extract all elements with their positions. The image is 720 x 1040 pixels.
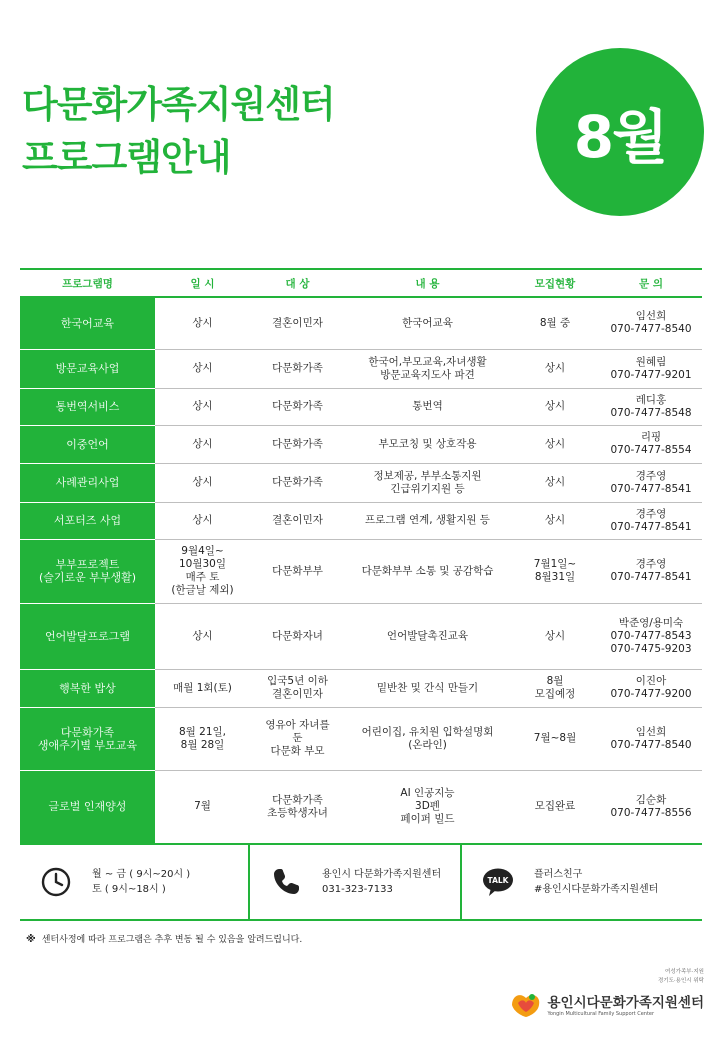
info-bar	[20, 843, 702, 921]
center-name: 용인시 다문화가족지원센터	[322, 869, 442, 880]
program-name-cell: 사례관리사업	[20, 463, 155, 502]
program-name-cell: 부부프로젝트 (슬기로운 부부생활)	[20, 539, 155, 603]
status-cell: 7월1일~ 8월31일	[510, 539, 600, 603]
contact-cell: 레디홍 070-7477-8548	[600, 388, 702, 425]
status-cell: 상시	[510, 603, 600, 669]
org-name-block	[548, 991, 705, 1017]
content-cell: 부모코칭 및 상호작용	[345, 425, 510, 463]
kakao-text	[534, 867, 658, 897]
contact-cell: 이진아 070-7477-9200	[600, 669, 702, 707]
content-cell: 언어발달촉진교육	[345, 603, 510, 669]
status-cell: 상시	[510, 463, 600, 502]
date-cell: 상시	[155, 349, 250, 388]
content-cell: AI 인공지능 3D펜 페이퍼 빌드	[345, 770, 510, 844]
phone-icon	[270, 866, 302, 898]
hours-saturday: 토 ( 9시~18시 )	[92, 884, 166, 895]
target-cell: 다문화가족	[250, 463, 345, 502]
date-cell: 상시	[155, 297, 250, 349]
status-cell: 상시	[510, 388, 600, 425]
program-name-cell: 통번역서비스	[20, 388, 155, 425]
program-name-cell: 이중언어	[20, 425, 155, 463]
table-row	[20, 603, 702, 669]
page-title	[22, 78, 335, 184]
date-cell: 매월 1회(토)	[155, 669, 250, 707]
column-header: 일 시	[155, 269, 250, 297]
status-cell: 상시	[510, 502, 600, 539]
status-cell: 8월 중	[510, 297, 600, 349]
clock-icon	[40, 866, 72, 898]
target-cell: 영유아 자녀를 둔 다문화 부모	[250, 707, 345, 770]
sponsor-line-2: 경기도·용인시 위탁	[657, 978, 704, 984]
contact-cell: 경주영 070-7477-8541	[600, 539, 702, 603]
target-cell: 다문화가족 초등학생자녀	[250, 770, 345, 844]
date-cell: 상시	[155, 502, 250, 539]
kakao-badge-text: TALK	[487, 876, 509, 885]
phone-cell	[248, 845, 460, 919]
contact-cell: 경주영 070-7477-8541	[600, 463, 702, 502]
status-cell: 상시	[510, 425, 600, 463]
date-cell: 상시	[155, 603, 250, 669]
org-row	[508, 989, 705, 1019]
contact-cell: 김순화 070-7477-8556	[600, 770, 702, 844]
kakao-talk-icon	[482, 866, 514, 898]
status-cell: 상시	[510, 349, 600, 388]
table-row	[20, 669, 702, 707]
content-cell: 정보제공, 부부소통지원 긴급위기지원 등	[345, 463, 510, 502]
target-cell: 다문화가족	[250, 388, 345, 425]
date-cell: 7월	[155, 770, 250, 844]
content-cell: 한국어,부모교육,자녀생활 방문교육지도사 파견	[345, 349, 510, 388]
program-name-cell: 언어발달프로그램	[20, 603, 155, 669]
notice	[26, 932, 302, 945]
notice-mark: ※	[26, 934, 36, 945]
contact-cell: 원혜림 070-7477-9201	[600, 349, 702, 388]
notice-text: 센터사정에 따라 프로그램은 추후 변동 될 수 있음을 알려드립니다.	[41, 935, 303, 945]
column-header: 문 의	[600, 269, 702, 297]
date-cell: 9월4일~ 10월30일 매주 토 (한글날 제외)	[155, 539, 250, 603]
sponsor-line-1: 여성가족부·지원	[665, 969, 704, 975]
column-header: 내 용	[345, 269, 510, 297]
content-cell: 다문화부부 소통 및 공감학습	[345, 539, 510, 603]
program-name-cell: 행복한 밥상	[20, 669, 155, 707]
status-cell: 7월~8월	[510, 707, 600, 770]
target-cell: 결혼이민자	[250, 502, 345, 539]
content-cell: 통번역	[345, 388, 510, 425]
table-row	[20, 297, 702, 349]
program-table	[20, 268, 702, 845]
footer-organization	[508, 968, 705, 1019]
contact-cell: 경주영 070-7477-8541	[600, 502, 702, 539]
table-row	[20, 502, 702, 539]
date-cell: 상시	[155, 463, 250, 502]
content-cell: 프로그램 연계, 생활지원 등	[345, 502, 510, 539]
org-name: 용인시다문화가족지원센터	[547, 995, 704, 1011]
hours-text	[92, 867, 190, 897]
date-cell: 상시	[155, 388, 250, 425]
date-cell: 상시	[155, 425, 250, 463]
hours-weekday: 월 ~ 금 ( 9시~20시 )	[92, 869, 191, 880]
kakao-id[interactable]: #용인시다문화가족지원센터	[534, 884, 659, 895]
status-cell: 모집완료	[510, 770, 600, 844]
contact-cell: 임선희 070-7477-8540	[600, 297, 702, 349]
kakao-label: 플러스친구	[534, 869, 583, 880]
target-cell: 다문화가족	[250, 425, 345, 463]
table-row	[20, 770, 702, 844]
column-header: 모집현황	[510, 269, 600, 297]
table-row	[20, 388, 702, 425]
target-cell: 다문화가족	[250, 349, 345, 388]
hours-cell	[20, 845, 248, 919]
table-row	[20, 463, 702, 502]
program-name-cell: 서포터즈 사업	[20, 502, 155, 539]
program-name-cell: 방문교육사업	[20, 349, 155, 388]
content-cell: 밑반찬 및 간식 만들기	[345, 669, 510, 707]
month-badge	[536, 48, 704, 216]
table-row	[20, 539, 702, 603]
target-cell: 결혼이민자	[250, 297, 345, 349]
content-cell: 한국어교육	[345, 297, 510, 349]
program-name-cell: 다문화가족 생애주기별 부모교육	[20, 707, 155, 770]
date-cell: 8월 21일, 8월 28일	[155, 707, 250, 770]
contact-cell: 리핑 070-7477-8554	[600, 425, 702, 463]
phone-text	[322, 867, 441, 897]
status-cell: 8월 모집예정	[510, 669, 600, 707]
target-cell: 다문화자녀	[250, 603, 345, 669]
column-header: 프로그램명	[20, 269, 155, 297]
contact-cell: 임선희 070-7477-8540	[600, 707, 702, 770]
month-label: 8월	[573, 103, 667, 171]
title-line-1: 다문화가족지원센터	[22, 83, 335, 126]
column-header: 대 상	[250, 269, 345, 297]
kakao-cell	[460, 845, 702, 919]
title-line-2: 프로그램안내	[22, 136, 231, 179]
table-row	[20, 349, 702, 388]
phone-number[interactable]: 031-323-7133	[322, 884, 393, 895]
contact-cell: 박준영/용미숙 070-7477-8543 070-7475-9203	[600, 603, 702, 669]
table-row	[20, 425, 702, 463]
table-body	[20, 297, 702, 844]
table-row	[20, 707, 702, 770]
content-cell: 어린이집, 유치원 입학설명회 (온라인)	[345, 707, 510, 770]
center-logo-icon	[508, 989, 544, 1019]
program-name-cell: 글로벌 인재양성	[20, 770, 155, 844]
target-cell: 다문화부부	[250, 539, 345, 603]
target-cell: 입국5년 이하 결혼이민자	[250, 669, 345, 707]
table-header-row	[20, 269, 702, 297]
program-name-cell: 한국어교육	[20, 297, 155, 349]
org-name-en: Yongin Multicultural Family Support Center	[547, 1011, 655, 1017]
